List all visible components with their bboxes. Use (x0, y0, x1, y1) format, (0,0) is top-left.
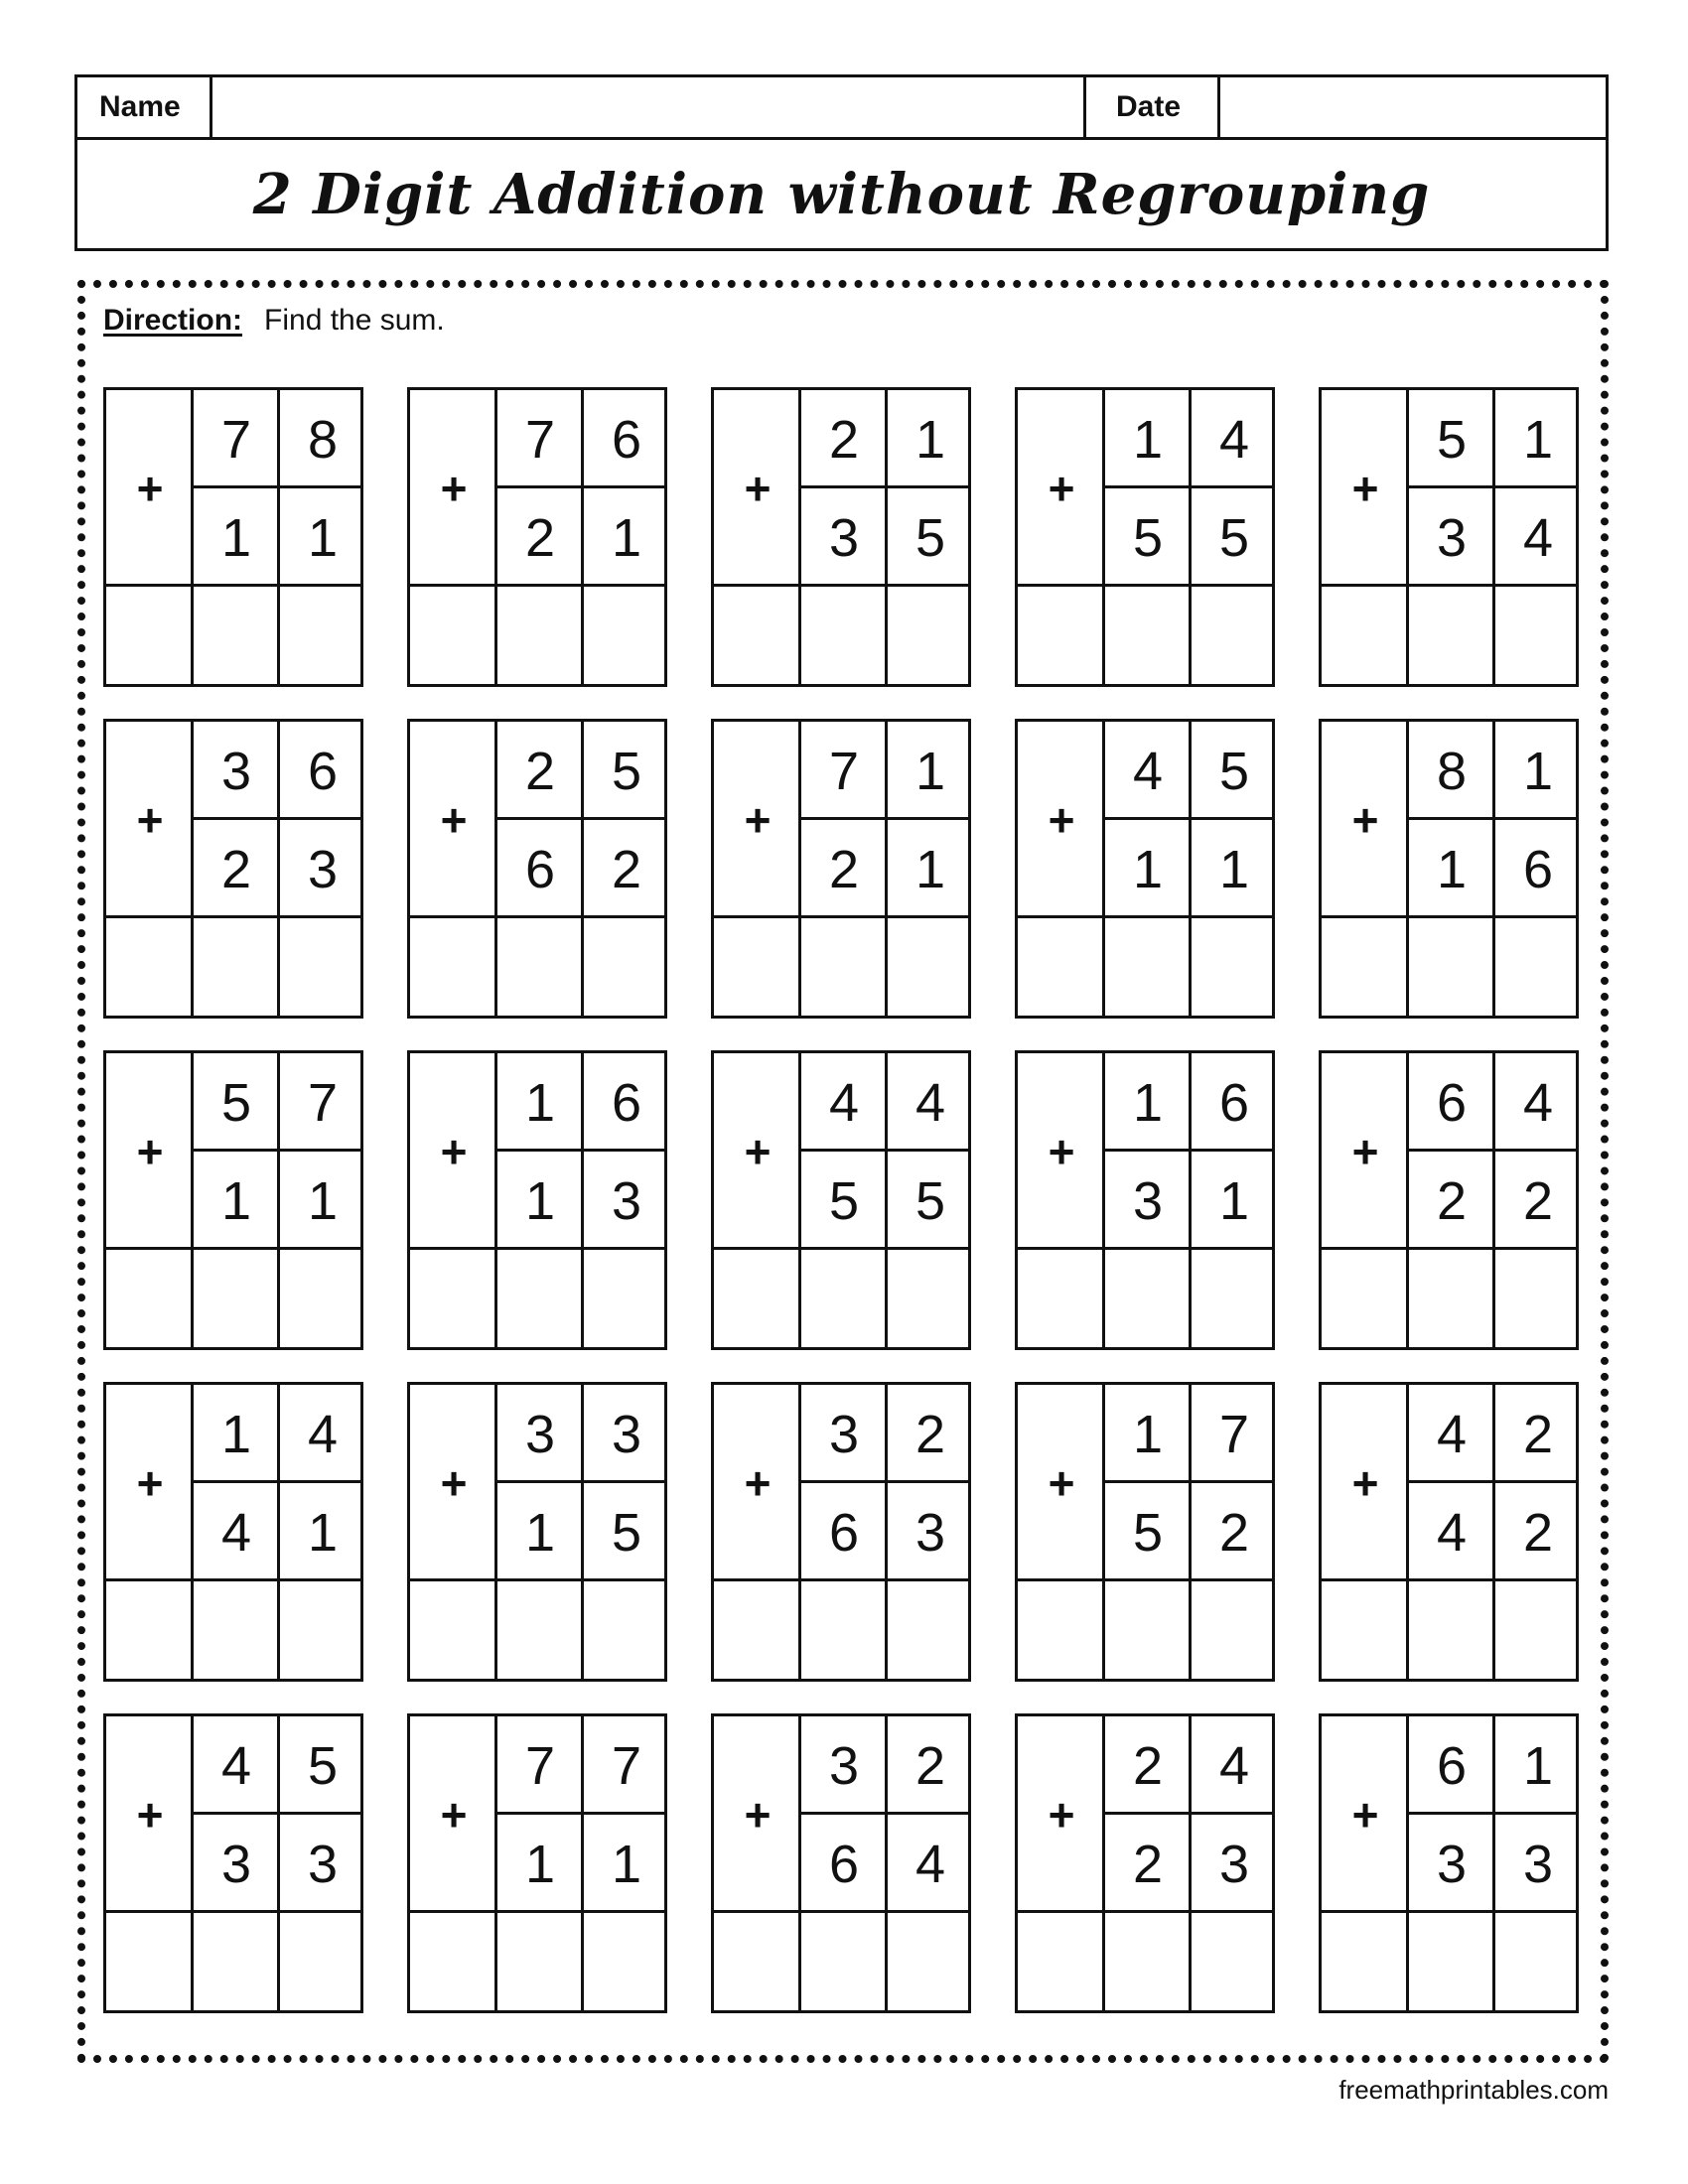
problem-box (711, 1382, 971, 1682)
plus-sign: + (1048, 1789, 1075, 1841)
answer-cell[interactable] (1105, 918, 1189, 1016)
answer-cell[interactable] (1105, 1250, 1189, 1347)
direction-text: Find the sum. (264, 304, 445, 337)
answer-cell[interactable] (497, 1913, 581, 2010)
bottom-tens-digit: 2 (1436, 1170, 1468, 1231)
plus-sign: + (1351, 794, 1379, 846)
answer-cell[interactable] (497, 1581, 581, 1679)
bottom-tens-digit: 3 (220, 1834, 252, 1894)
problem-box (407, 1713, 667, 2013)
answer-cell[interactable] (497, 1250, 581, 1347)
answer-cell[interactable] (1322, 1913, 1406, 2010)
direction-label: Direction: (103, 304, 243, 337)
bottom-ones-digit: 1 (611, 1834, 642, 1894)
answer-cell[interactable] (714, 1581, 798, 1679)
answer-cell[interactable] (1018, 1913, 1102, 2010)
plus-sign: + (136, 1457, 164, 1509)
top-tens-digit: 3 (524, 1404, 556, 1464)
bottom-ones-digit: 5 (1218, 507, 1250, 568)
answer-cell[interactable] (801, 1913, 885, 2010)
plus-sign: + (744, 1457, 772, 1509)
answer-cell[interactable] (194, 587, 277, 684)
top-tens-digit: 4 (1132, 741, 1164, 801)
answer-cell[interactable] (888, 1250, 974, 1347)
top-tens-digit: 4 (220, 1735, 252, 1796)
top-tens-digit: 7 (828, 741, 860, 801)
problem-box (711, 1050, 971, 1350)
answer-cell[interactable] (1192, 918, 1278, 1016)
top-ones-digit: 6 (307, 741, 339, 801)
date-field[interactable] (1220, 77, 1606, 137)
answer-cell[interactable] (801, 1250, 885, 1347)
top-tens-digit: 4 (1436, 1404, 1468, 1464)
answer-cell[interactable] (801, 1581, 885, 1679)
plus-sign: + (136, 1126, 164, 1177)
problem-box (1319, 1050, 1579, 1350)
answer-cell[interactable] (1018, 1581, 1102, 1679)
top-tens-digit: 6 (1436, 1072, 1468, 1133)
bottom-tens-digit: 5 (1132, 1502, 1164, 1563)
bottom-tens-digit: 4 (220, 1502, 252, 1563)
bottom-tens-digit: 2 (220, 839, 252, 899)
problem-box (1015, 387, 1275, 687)
answer-cell[interactable] (714, 587, 798, 684)
bottom-tens-digit: 1 (220, 1170, 252, 1231)
bottom-ones-digit: 5 (611, 1502, 642, 1563)
bottom-ones-digit: 1 (1218, 1170, 1250, 1231)
answer-cell[interactable] (1409, 918, 1492, 1016)
answer-cell[interactable] (1409, 1581, 1492, 1679)
bottom-tens-digit: 1 (524, 1502, 556, 1563)
plus-sign: + (1048, 1126, 1075, 1177)
top-tens-digit: 8 (1436, 741, 1468, 801)
bottom-ones-digit: 3 (1218, 1834, 1250, 1894)
top-tens-digit: 5 (220, 1072, 252, 1133)
problem-box (711, 719, 971, 1019)
bottom-ones-digit: 5 (914, 1170, 946, 1231)
bottom-ones-digit: 5 (914, 507, 946, 568)
bottom-tens-digit: 2 (524, 507, 556, 568)
plus-sign: + (1048, 1457, 1075, 1509)
direction (103, 304, 445, 338)
plus-sign: + (440, 794, 468, 846)
top-ones-digit: 5 (307, 1735, 339, 1796)
answer-cell[interactable] (584, 1581, 670, 1679)
top-tens-digit: 3 (828, 1404, 860, 1464)
problem-box (1319, 1382, 1579, 1682)
problem-box (1015, 719, 1275, 1019)
answer-cell[interactable] (888, 1913, 974, 2010)
answer-cell[interactable] (1322, 587, 1406, 684)
plus-sign: + (136, 1789, 164, 1841)
bottom-ones-digit: 1 (307, 1170, 339, 1231)
top-tens-digit: 3 (828, 1735, 860, 1796)
problem-box (1319, 1713, 1579, 2013)
problem-box (1015, 1050, 1275, 1350)
top-tens-digit: 7 (524, 409, 556, 470)
bottom-tens-digit: 6 (828, 1834, 860, 1894)
top-ones-digit: 5 (1218, 741, 1250, 801)
answer-cell[interactable] (497, 918, 581, 1016)
answer-cell[interactable] (280, 587, 366, 684)
plus-sign: + (136, 794, 164, 846)
bottom-ones-digit: 1 (307, 507, 339, 568)
answer-cell[interactable] (1018, 918, 1102, 1016)
problem-box (407, 719, 667, 1019)
answer-cell[interactable] (584, 1250, 670, 1347)
bottom-ones-digit: 1 (307, 1502, 339, 1563)
top-tens-digit: 2 (1132, 1735, 1164, 1796)
answer-cell[interactable] (888, 587, 974, 684)
bottom-tens-digit: 1 (1132, 839, 1164, 899)
top-ones-digit: 1 (1522, 409, 1554, 470)
plus-sign: + (1351, 463, 1379, 514)
answer-cell[interactable] (1105, 1581, 1189, 1679)
answer-cell[interactable] (106, 1250, 191, 1347)
plus-sign: + (1048, 794, 1075, 846)
top-ones-digit: 4 (307, 1404, 339, 1464)
top-tens-digit: 7 (220, 409, 252, 470)
answer-cell[interactable] (801, 918, 885, 1016)
bottom-ones-digit: 1 (611, 507, 642, 568)
bottom-ones-digit: 3 (611, 1170, 642, 1231)
top-ones-digit: 4 (1522, 1072, 1554, 1133)
top-ones-digit: 7 (307, 1072, 339, 1133)
top-ones-digit: 7 (611, 1735, 642, 1796)
problem-box (1319, 387, 1579, 687)
answer-cell[interactable] (1192, 587, 1278, 684)
problem-box (1015, 1382, 1275, 1682)
top-tens-digit: 1 (1132, 1404, 1164, 1464)
name-label: Name (77, 77, 212, 137)
answer-cell[interactable] (106, 918, 191, 1016)
footer-website: freemathprintables.com (1338, 2075, 1609, 2105)
answer-cell[interactable] (410, 1581, 494, 1679)
problem-box (407, 387, 667, 687)
bottom-ones-digit: 1 (914, 839, 946, 899)
bottom-ones-digit: 3 (914, 1502, 946, 1563)
plus-sign: + (744, 463, 772, 514)
answer-cell[interactable] (1495, 1913, 1582, 2010)
top-ones-digit: 4 (1218, 1735, 1250, 1796)
top-ones-digit: 6 (611, 409, 642, 470)
bottom-tens-digit: 1 (220, 507, 252, 568)
bottom-tens-digit: 5 (828, 1170, 860, 1231)
plus-sign: + (744, 1126, 772, 1177)
bottom-tens-digit: 4 (1436, 1502, 1468, 1563)
bottom-tens-digit: 6 (524, 839, 556, 899)
problem-box (407, 1050, 667, 1350)
bottom-tens-digit: 3 (828, 507, 860, 568)
problem-grid (103, 387, 1583, 2015)
problem-box (103, 1713, 363, 2013)
answer-cell[interactable] (106, 1581, 191, 1679)
answer-cell[interactable] (1409, 1913, 1492, 2010)
top-ones-digit: 1 (914, 409, 946, 470)
top-ones-digit: 2 (914, 1404, 946, 1464)
answer-cell[interactable] (410, 918, 494, 1016)
problem-box (1319, 719, 1579, 1019)
answer-cell[interactable] (714, 1913, 798, 2010)
top-ones-digit: 8 (307, 409, 339, 470)
answer-cell[interactable] (194, 1913, 277, 2010)
bottom-tens-digit: 3 (1436, 507, 1468, 568)
bottom-tens-digit: 1 (524, 1170, 556, 1231)
answer-cell[interactable] (1105, 587, 1189, 684)
top-tens-digit: 3 (220, 741, 252, 801)
bottom-tens-digit: 3 (1132, 1170, 1164, 1231)
answer-cell[interactable] (497, 587, 581, 684)
top-ones-digit: 3 (611, 1404, 642, 1464)
problem-box (711, 1713, 971, 2013)
answer-cell[interactable] (280, 1913, 366, 2010)
answer-cell[interactable] (1322, 918, 1406, 1016)
bottom-ones-digit: 4 (1522, 507, 1554, 568)
answer-cell[interactable] (1018, 1250, 1102, 1347)
top-ones-digit: 6 (611, 1072, 642, 1133)
name-field[interactable] (212, 77, 1086, 137)
top-ones-digit: 1 (1522, 1735, 1554, 1796)
answer-cell[interactable] (1495, 1250, 1582, 1347)
top-tens-digit: 5 (1436, 409, 1468, 470)
plus-sign: + (1351, 1126, 1379, 1177)
answer-cell[interactable] (1105, 1913, 1189, 2010)
answer-cell[interactable] (410, 1913, 494, 2010)
answer-cell[interactable] (410, 1250, 494, 1347)
answer-cell[interactable] (1322, 1250, 1406, 1347)
bottom-tens-digit: 5 (1132, 507, 1164, 568)
bottom-ones-digit: 6 (1522, 839, 1554, 899)
answer-cell[interactable] (1495, 587, 1582, 684)
bottom-ones-digit: 3 (307, 1834, 339, 1894)
bottom-ones-digit: 3 (307, 839, 339, 899)
answer-cell[interactable] (1192, 1581, 1278, 1679)
bottom-tens-digit: 6 (828, 1502, 860, 1563)
problem-box (103, 1050, 363, 1350)
plus-sign: + (440, 1126, 468, 1177)
answer-cell[interactable] (1192, 1913, 1278, 2010)
bottom-ones-digit: 2 (1218, 1502, 1250, 1563)
plus-sign: + (744, 1789, 772, 1841)
top-tens-digit: 6 (1436, 1735, 1468, 1796)
plus-sign: + (1351, 1789, 1379, 1841)
answer-cell[interactable] (106, 587, 191, 684)
answer-cell[interactable] (194, 918, 277, 1016)
plus-sign: + (1351, 1457, 1379, 1509)
top-ones-digit: 2 (914, 1735, 946, 1796)
answer-cell[interactable] (410, 587, 494, 684)
answer-cell[interactable] (1409, 587, 1492, 684)
bottom-ones-digit: 2 (1522, 1502, 1554, 1563)
answer-cell[interactable] (584, 587, 670, 684)
top-tens-digit: 2 (828, 409, 860, 470)
problem-box (407, 1382, 667, 1682)
bottom-ones-digit: 1 (1218, 839, 1250, 899)
header-box (74, 74, 1609, 251)
date-label: Date (1086, 77, 1220, 137)
bottom-ones-digit: 2 (611, 839, 642, 899)
worksheet-title: 2 Digit Addition without Regrouping (252, 161, 1431, 227)
bottom-tens-digit: 1 (524, 1834, 556, 1894)
answer-cell[interactable] (106, 1913, 191, 2010)
answer-cell[interactable] (888, 918, 974, 1016)
answer-cell[interactable] (1409, 1250, 1492, 1347)
answer-cell[interactable] (1495, 918, 1582, 1016)
plus-sign: + (440, 1457, 468, 1509)
top-ones-digit: 2 (1522, 1404, 1554, 1464)
answer-cell[interactable] (584, 1913, 670, 2010)
answer-cell[interactable] (801, 587, 885, 684)
top-tens-digit: 1 (220, 1404, 252, 1464)
problem-box (1015, 1713, 1275, 2013)
answer-cell[interactable] (280, 918, 366, 1016)
top-tens-digit: 1 (1132, 1072, 1164, 1133)
answer-cell[interactable] (888, 1581, 974, 1679)
answer-cell[interactable] (194, 1581, 277, 1679)
answer-cell[interactable] (194, 1250, 277, 1347)
plus-sign: + (440, 1789, 468, 1841)
problem-box (103, 1382, 363, 1682)
bottom-tens-digit: 2 (1132, 1834, 1164, 1894)
answer-cell[interactable] (584, 918, 670, 1016)
top-ones-digit: 7 (1218, 1404, 1250, 1464)
top-ones-digit: 1 (914, 741, 946, 801)
problem-box (711, 387, 971, 687)
answer-cell[interactable] (280, 1581, 366, 1679)
bottom-tens-digit: 3 (1436, 1834, 1468, 1894)
problem-box (103, 719, 363, 1019)
top-ones-digit: 4 (1218, 409, 1250, 470)
answer-cell[interactable] (714, 1250, 798, 1347)
answer-cell[interactable] (1322, 1581, 1406, 1679)
top-ones-digit: 6 (1218, 1072, 1250, 1133)
answer-cell[interactable] (1018, 587, 1102, 684)
top-ones-digit: 1 (1522, 741, 1554, 801)
answer-cell[interactable] (1495, 1581, 1582, 1679)
plus-sign: + (136, 463, 164, 514)
answer-cell[interactable] (1192, 1250, 1278, 1347)
top-tens-digit: 1 (524, 1072, 556, 1133)
top-tens-digit: 4 (828, 1072, 860, 1133)
bottom-ones-digit: 4 (914, 1834, 946, 1894)
top-tens-digit: 1 (1132, 409, 1164, 470)
top-ones-digit: 5 (611, 741, 642, 801)
plus-sign: + (440, 463, 468, 514)
top-tens-digit: 7 (524, 1735, 556, 1796)
bottom-tens-digit: 1 (1436, 839, 1468, 899)
problem-box (103, 387, 363, 687)
answer-cell[interactable] (280, 1250, 366, 1347)
plus-sign: + (744, 794, 772, 846)
top-ones-digit: 4 (914, 1072, 946, 1133)
plus-sign: + (1048, 463, 1075, 514)
bottom-ones-digit: 3 (1522, 1834, 1554, 1894)
header-row (77, 77, 1606, 140)
bottom-ones-digit: 2 (1522, 1170, 1554, 1231)
answer-cell[interactable] (714, 918, 798, 1016)
bottom-tens-digit: 2 (828, 839, 860, 899)
top-tens-digit: 2 (524, 741, 556, 801)
